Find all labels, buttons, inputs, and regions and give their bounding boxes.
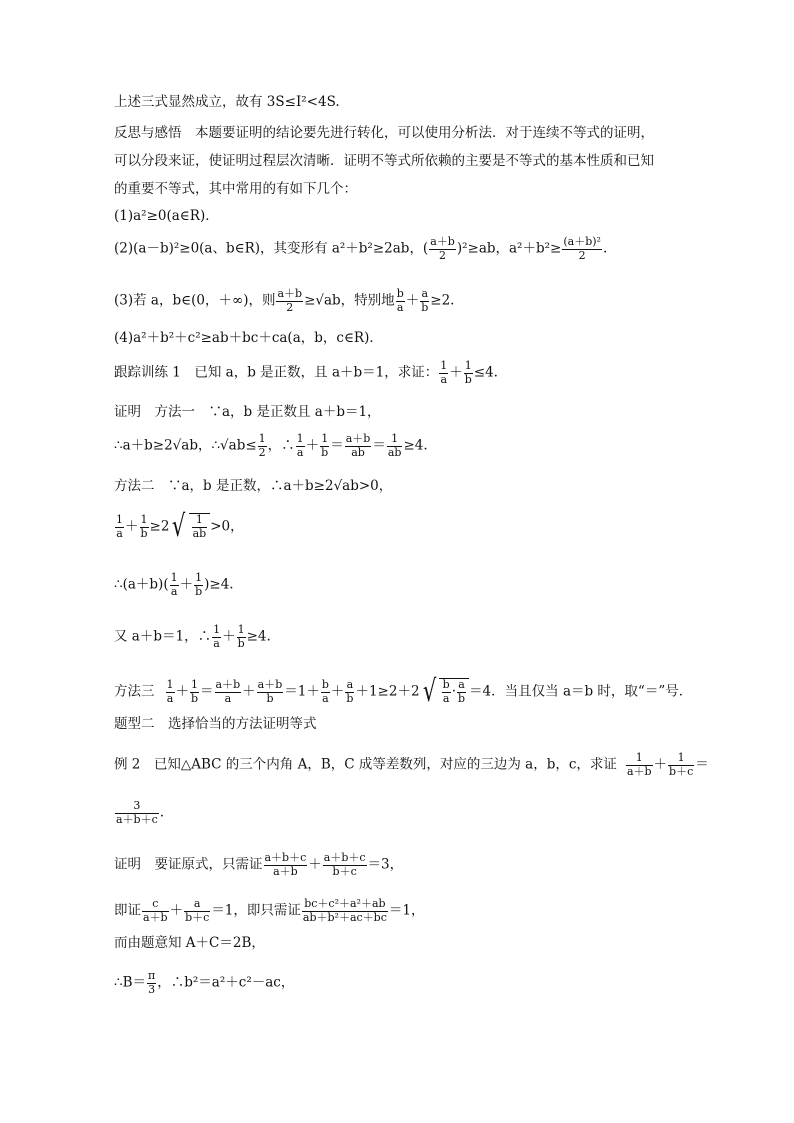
sqrt-product: [439, 678, 469, 705]
fraction-denominator: a＋b＋c: [116, 812, 158, 826]
item-2-text-b: )²≥ab，a²＋b²≥: [456, 240, 562, 257]
fraction-denominator: b: [237, 636, 245, 650]
fraction-denominator: b＋c: [185, 910, 210, 924]
proof-method-2-step-3: [114, 624, 271, 650]
example-2-proof-step-2: [114, 898, 424, 924]
fraction-square-over-2: [562, 236, 602, 262]
fraction-a-over-b: [420, 288, 429, 314]
fraction-numerator: 1: [387, 433, 403, 447]
method-2-text-d: )≥4.: [204, 576, 234, 593]
proof-method-2-header: 方法二 ∵a，b 是正数，∴a＋b≥2√ab>0，: [114, 478, 393, 494]
proof-text-f: ∴B＝: [114, 974, 147, 991]
fraction-numerator: 1: [213, 623, 221, 636]
fraction-3-over-a-plus-b-plus-c: [115, 800, 159, 826]
fraction-numerator: 1: [626, 752, 653, 766]
exercise-1-text: 跟踪训练 1 已知 a，b 是正数，且 a＋b＝1，求证：: [114, 364, 439, 381]
inequality-item-4: (4)a²＋b²＋c²≥ab＋bc＋ca(a，b，c∈R)．: [114, 330, 383, 346]
fraction-a-over-b-plus-c: [184, 898, 210, 924]
fraction-numerator: 1: [321, 432, 329, 445]
sqrt-1-over-ab: [189, 513, 211, 540]
fraction-numerator: a＋b: [277, 287, 303, 300]
fraction-a-over-b: [457, 679, 466, 705]
fraction-1-over-a: [166, 679, 175, 705]
fraction-denominator: a: [396, 300, 404, 314]
fraction-denominator: b: [266, 691, 274, 705]
fraction-1-over-b: [190, 679, 199, 705]
fraction-denominator: 2: [286, 300, 294, 314]
text-line-conclusion: 上述三式显然成立，故有 3S≤I²<4S.: [114, 94, 340, 110]
fraction-numerator: a＋b＋c: [323, 851, 366, 864]
fraction-abc-over-b-plus-c: [323, 852, 367, 878]
equals-sign: ＝: [695, 756, 709, 773]
fraction-numerator: 1: [195, 571, 203, 584]
equals-one-plus: ＝1＋: [284, 683, 320, 700]
fraction-a-plus-b-over-b: [257, 679, 284, 705]
inequality-item-1: (1)a²≥0(a∈R)．: [114, 208, 219, 224]
equals-sign: ＝: [200, 683, 214, 700]
plus-sign: ＋: [179, 576, 194, 593]
fraction-numerator: 3: [115, 800, 159, 814]
fraction-denominator: a＋b: [626, 764, 652, 778]
fraction-denominator: b: [346, 691, 354, 705]
fraction-numerator: b: [321, 677, 329, 691]
fraction-numerator: 1: [258, 432, 266, 445]
fraction-numerator: a: [458, 678, 465, 692]
fraction-numerator: 1: [464, 359, 472, 372]
fraction-numerator: a: [184, 898, 210, 912]
radical-sign: √: [172, 509, 186, 544]
item-3-text-b: ≥√ab，特别地: [304, 292, 395, 309]
dot-operator: ·: [451, 684, 457, 700]
fraction-numerator: a: [421, 287, 429, 300]
fraction-1-over-a: [296, 433, 305, 459]
plus-sign: ＋: [305, 437, 320, 454]
fraction-denominator: b: [321, 445, 329, 459]
fraction-b-over-a: [321, 679, 330, 705]
proof-method-2-step-1: [114, 509, 244, 544]
fraction-denominator: a: [442, 692, 450, 705]
fraction-denominator: 2: [439, 248, 447, 262]
item-3-text-a: (3)若 a，b∈(0，＋∞)，则: [114, 292, 276, 309]
text-line-reflection-2: 可以分段来证，使证明过程层次清晰．证明不等式所依赖的主要是不等式的基本性质和已知: [114, 153, 654, 169]
method-2-text-b: >0，: [210, 518, 244, 535]
plus-sign: ＋: [308, 856, 322, 873]
fraction-denominator: a: [116, 526, 123, 540]
fraction-1-over-b: [237, 624, 246, 650]
plus-sign: ＋: [449, 364, 463, 381]
fraction-numerator: c: [142, 898, 169, 912]
fraction-numerator: a＋b＋c: [264, 851, 307, 864]
example-2-text: 例 2 已知△ABC 的三个内角 A，B，C 成等差数列，对应的三边为 a，b，c，求证: [114, 756, 617, 773]
fraction-denominator: a: [166, 691, 174, 705]
example-2-proof-step-3: 而由题意知 A＋C＝2B，: [114, 935, 265, 951]
fraction-a-plus-b-over-2: [429, 236, 456, 262]
plus-sign: ＋: [222, 628, 236, 645]
fraction-c-over-a-plus-b: [142, 898, 169, 924]
fraction-1-over-a: [170, 572, 179, 598]
fraction-numerator: a＋b: [257, 677, 283, 691]
fraction-1-over-a: [115, 514, 124, 540]
fraction-1-over-a: [212, 624, 221, 650]
fraction-denominator: a: [296, 445, 304, 459]
proof-text-g: ，∴b²＝a²＋c²－ac，: [157, 974, 295, 991]
proof-method-1-header: 证明 方法一 ∵a，b 是正数且 a＋b＝1，: [114, 404, 381, 420]
example-2-statement: [114, 752, 709, 778]
fraction-denominator: a: [170, 584, 178, 598]
proof-text-d: ＝1，即只需证: [211, 902, 301, 919]
example-2-rhs: [114, 800, 164, 826]
equals-sign: ＝: [330, 437, 344, 454]
fraction-denominator: b: [140, 526, 148, 540]
fraction-numerator: 1: [170, 571, 178, 584]
fraction-a-plus-b-over-a: [215, 679, 242, 705]
fraction-denominator: b: [421, 300, 429, 314]
fraction-numerator: a＋b: [430, 235, 455, 248]
fraction-b-over-a: [396, 288, 405, 314]
fraction-numerator: a＋b: [215, 677, 241, 691]
inequality-item-2: (2)(a－b)²≥0(a、b∈R)，其变形有 a²＋b²≥2ab，( $\frac{a+b}{2}$ )²≥ab，a²＋b²≥ $\frac{\text{(a＋b)²}}{2}$ .: [114, 235, 608, 262]
equals-sign: ＝: [372, 437, 386, 454]
method-2-text-c: ∴(a＋b)(: [114, 576, 169, 593]
proof-method-2-step-2: [114, 572, 234, 598]
exercise-1-statement: [114, 360, 498, 386]
example-2-proof-step-1: [114, 852, 403, 878]
method-2-text-e: 又 a＋b＝1，∴: [114, 628, 212, 645]
fraction-denominator: 2: [258, 445, 266, 459]
fraction-numerator: 1: [116, 512, 123, 526]
proof-text-c: 即证: [114, 902, 141, 919]
fraction-1-over-ab: [192, 514, 208, 540]
text-line-reflection-3: 的重要不等式，其中常用的有如下几个：: [114, 181, 357, 197]
fraction-denominator: b: [464, 372, 472, 386]
fraction-denominator: a＋b: [273, 864, 298, 878]
fraction-abc-over-a-plus-b: [264, 852, 308, 878]
radical-sign: √: [422, 674, 436, 709]
fraction-numerator: bc＋c²＋a²＋ab: [302, 898, 388, 912]
item-2-text-a: (2)(a－b)²≥0(a、b∈R)，其变形有 a²＋b²≥2ab，(: [114, 240, 429, 257]
fraction-numerator: 1: [166, 677, 174, 691]
fraction-numerator: b: [442, 678, 450, 692]
method-2-text-a: ≥2: [149, 518, 170, 535]
fraction-denominator: a: [224, 691, 232, 705]
fraction-denominator: b: [191, 691, 199, 705]
fraction-1-over-b: [464, 360, 473, 386]
method-3-label: 方法三: [114, 683, 155, 700]
fraction-1-over-b-plus-c: [668, 752, 694, 778]
proof-method-3: [114, 674, 693, 709]
method-1-text-b: ，∴: [267, 437, 295, 454]
proof-text-b: ＝3，: [367, 856, 404, 873]
fraction-denominator: b: [458, 692, 466, 705]
fraction-numerator: (a＋b)²: [563, 235, 601, 248]
example-2-proof-step-4: [114, 970, 294, 996]
fraction-denominator: a: [213, 636, 220, 650]
exercise-1-goal: ≤4.: [473, 364, 498, 381]
fraction-denominator: a: [440, 372, 448, 386]
fraction-numerator: b: [396, 287, 404, 300]
fraction-1-over-b: [194, 572, 203, 598]
fraction-denominator: ab: [351, 445, 365, 459]
fraction-1-over-ab: [387, 433, 403, 459]
plus-sign: ＋: [175, 683, 189, 700]
plus-sign: ＋: [653, 756, 668, 773]
plus-one-geq: ＋1≥2＋2: [355, 683, 420, 700]
fraction-a-over-b: [345, 679, 354, 705]
text-line-reflection-1: 反思与感悟 本题要证明的结论要先进行转化，可以使用分析法．对于连续不等式的证明，: [114, 125, 654, 141]
plus-sign: ＋: [405, 292, 420, 309]
fraction-denominator: a: [322, 691, 329, 705]
fraction-denominator: ab＋b²＋ac＋bc: [302, 910, 387, 924]
fraction-denominator: 2: [578, 248, 586, 262]
fraction-numerator: 1: [237, 623, 245, 636]
fraction-1-over-a-plus-b: [626, 752, 653, 778]
fraction-numerator: 1: [668, 752, 694, 766]
fraction-numerator: 1: [296, 432, 304, 445]
fraction-numerator: 1: [440, 359, 448, 372]
fraction-numerator: a: [346, 677, 354, 691]
plus-sign: ＋: [330, 683, 345, 700]
fraction-denominator: b: [195, 584, 203, 598]
fraction-denominator: b＋c: [669, 764, 694, 778]
method-3-conclusion: ＝4．当且仅当 a＝b 时，取“＝”号．: [469, 683, 693, 700]
method-1-text-c: ≥4.: [403, 437, 428, 454]
proof-text-e: ＝1，: [388, 902, 425, 919]
fraction-1-over-2: [258, 433, 267, 459]
fraction-numerator: 1: [191, 677, 199, 691]
proof-method-1-steps: [114, 433, 428, 459]
fraction-denominator: ab: [387, 445, 402, 459]
method-1-text-a: ∴a＋b≥2√ab，∴√ab≤: [114, 437, 257, 454]
fraction-1-over-b: [320, 433, 329, 459]
period: .: [159, 804, 165, 821]
fraction-1-over-a: [439, 360, 448, 386]
plus-sign: ＋: [125, 518, 139, 535]
item-3-text-c: ≥2.: [430, 292, 455, 309]
fraction-1-over-b: [140, 514, 149, 540]
method-2-text-f: ≥4.: [246, 628, 271, 645]
fraction-numerator: a＋b: [345, 432, 371, 445]
fraction-b-over-a: [442, 679, 451, 705]
fraction-a-plus-b-over-ab: [345, 433, 372, 459]
fraction-numerator: π: [148, 969, 156, 982]
fraction-denominator: 3: [148, 982, 156, 996]
fraction-denominator: b＋c: [332, 864, 357, 878]
plus-sign: ＋: [242, 683, 256, 700]
section-heading-type-2: 题型二 选择恰当的方法证明等式: [114, 716, 317, 732]
plus-sign: ＋: [169, 902, 184, 919]
fraction-denominator: a＋b: [143, 910, 168, 924]
inequality-item-3: [114, 288, 454, 314]
proof-text-a: 证明 要证原式，只需证: [114, 856, 263, 873]
fraction-numerator: 1: [192, 514, 208, 528]
fraction-numerator: 1: [140, 512, 148, 526]
fraction-pi-over-3: [147, 970, 156, 996]
fraction-expanded: [302, 898, 388, 924]
fraction-a-plus-b-over-2: [276, 288, 303, 314]
fraction-denominator: ab: [192, 527, 207, 540]
